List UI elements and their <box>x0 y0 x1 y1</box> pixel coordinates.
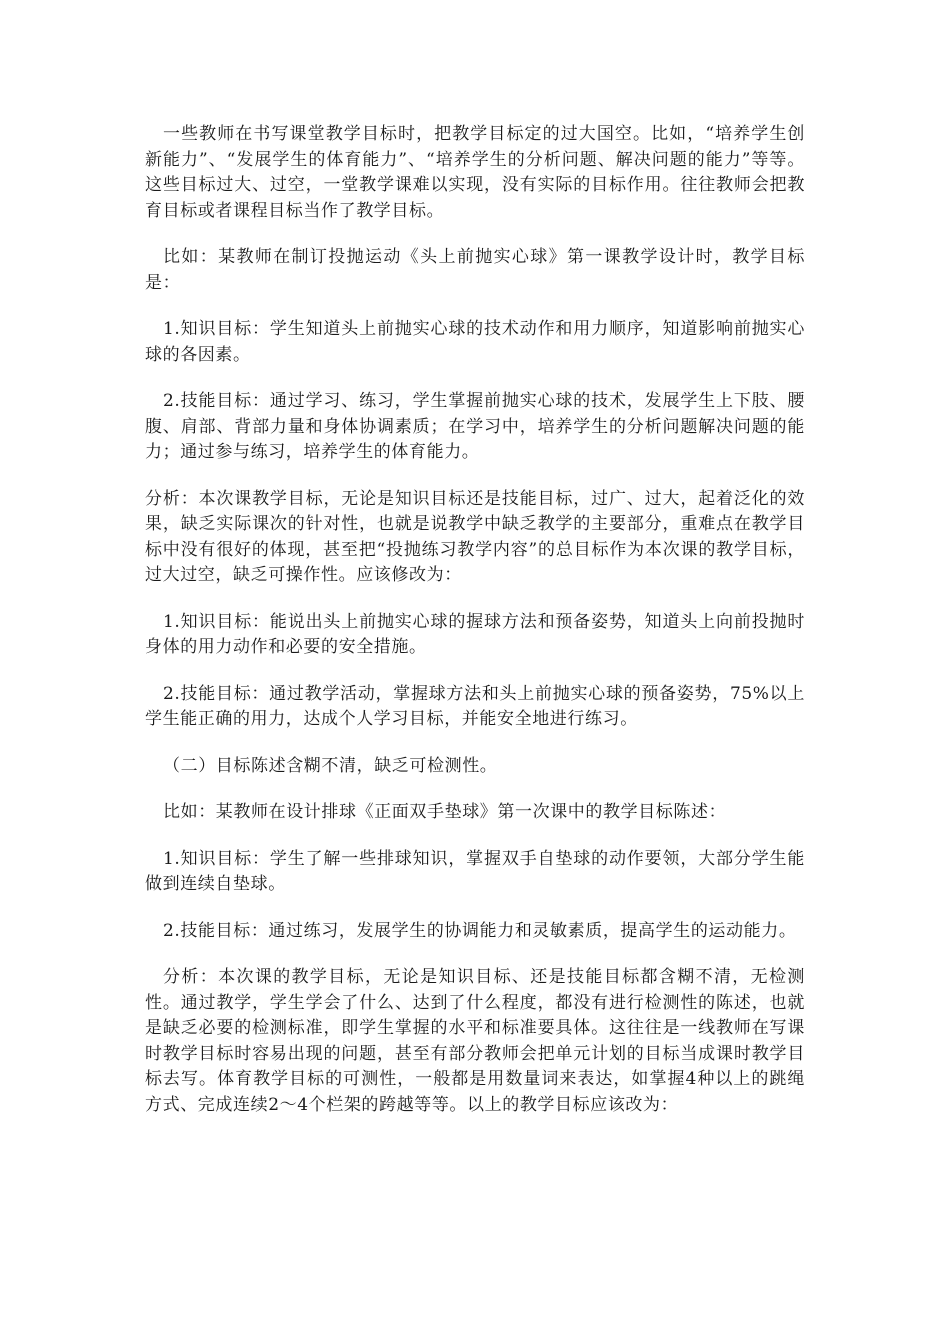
paragraph-analysis-1: 分析：本次课教学目标，无论是知识目标还是技能目标，过广、过大，起着泛化的效果，缺乏实际课次的针对性，也就是说教学中缺乏教学的主要部分，重难点在教学目标中没有很好的体现，甚至把“投抛练习教学内容”的总目标作为本次课的教学目标，过大过空，缺乏可操作性。应该修改为： <box>145 488 805 585</box>
paragraph-skill-goal-2: 2.技能目标：通过练习，发展学生的协调能力和灵敏素质，提高学生的运动能力。 <box>163 920 797 941</box>
paragraph-knowledge-goal-1: 1.知识目标：学生知道头上前抛实心球的技术动作和用力顺序，知道影响前抛实心球的各因素。 <box>145 319 805 365</box>
paragraph-knowledge-goal-2: 1.知识目标：学生了解一些排球知识，掌握双手自垫球的动作要领，大部分学生能做到连续自垫球。 <box>145 848 805 894</box>
document-page <box>145 122 805 1139</box>
paragraph-example-1: 比如：某教师在制订投抛运动《头上前抛实心球》第一课教学设计时，教学目标是： <box>145 247 805 293</box>
section-heading-2: （二）目标陈述含糊不清，缺乏可检测性。 <box>163 755 498 776</box>
paragraph-example-2: 比如：某教师在设计排球《正面双手垫球》第一次课中的教学目标陈述： <box>163 802 727 822</box>
paragraph-knowledge-goal-revised: 1.知识目标：能说出头上前抛实心球的握球方法和预备姿势，知道头上向前投抛时身体的用力动作和必要的安全措施。 <box>145 611 805 657</box>
paragraph-analysis-2: 分析：本次课的教学目标，无论是知识目标、还是技能目标都含糊不清，无检测性。通过教学，学生学会了什么、达到了什么程度，都没有进行检测性的陈述，也就是缺乏必要的检测标准，即学生掌握的水平和标准要具体。这往往是一线教师在写课时教学目标时容易出现的问题，甚至有部分教师会把单元计划的目标当成课时教学目标去写。体育教学目标的可测性，一般都是用数量词来表达，如掌握4种以上的跳绳方式、完成连续2～4个栏架的跨越等等。以上的教学目标应该改为： <box>145 967 805 1115</box>
paragraph-intro: 一些教师在书写课堂教学目标时，把教学目标定的过大国空。比如，“培养学生创新能力”、“发展学生的体育能力”、“培养学生的分析问题、解决问题的能力”等等。这些目标过大、过空，一堂教学课难以实现，没有实际的目标作用。往往教师会把教育目标或者课程目标当作了教学目标。 <box>145 124 805 221</box>
paragraph-skill-goal-1: 2.技能目标：通过学习、练习，学生掌握前抛实心球的技术，发展学生上下肢、腰腹、肩部、背部力量和身体协调素质；在学习中，培养学生的分析问题解决问题的能力；通过参与练习，培养学生的体育能力。 <box>145 391 805 462</box>
paragraph-skill-goal-revised: 2.技能目标：通过教学活动，掌握球方法和头上前抛实心球的预备姿势，75%以上学生能正确的用力，达成个人学习目标，并能安全地进行练习。 <box>145 683 805 729</box>
